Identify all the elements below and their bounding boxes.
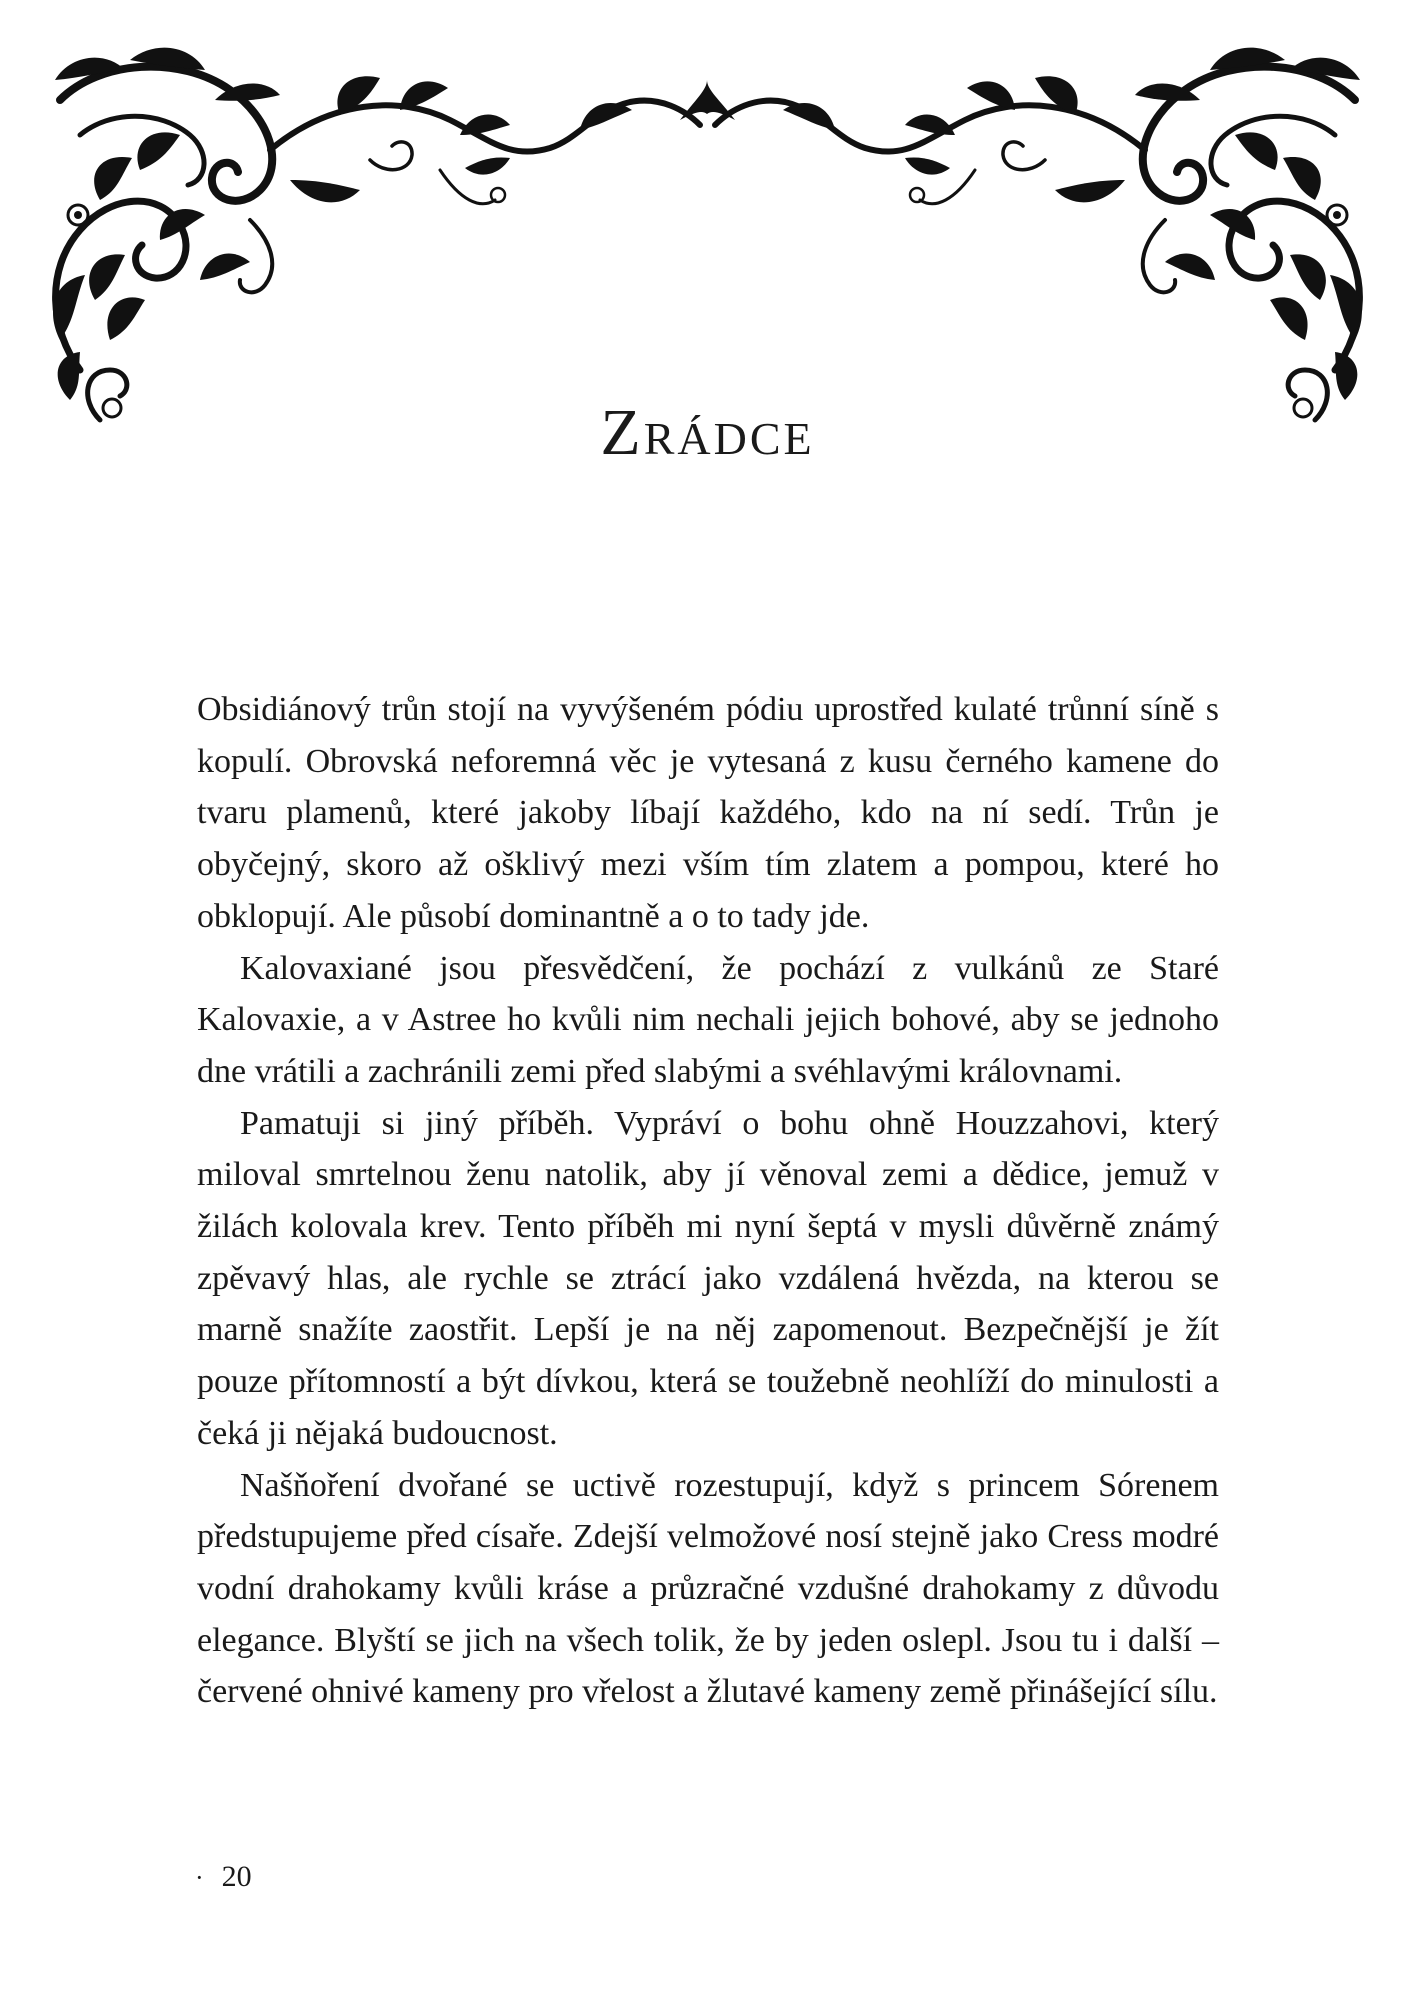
paragraph: Kalovaxiané jsou přesvědčení, že pochází z vulkánů ze Staré Kalovaxie, a v Astree ho kvůli nim nechali jejich bohové, aby se jednoho dne vrátili a zachránili zemi před slabými a svéhlavými královnami. xyxy=(197,949,1219,1090)
paragraph: Našňoření dvořané se uctivě rozestupují, když s princem Sórenem předstupujeme před císaře. Zdejší velmožové nosí stejně jako Cress modré vodní drahokamy kvůli kráse a průzračné vzdušné drahokamy z důvodu elegance. Blyští se jich na všech tolik, že by jeden oslepl. Jsou tu i další – červené ohnivé kameny pro vřelost a žlutavé kameny země přinášející sílu. xyxy=(197,1466,1219,1711)
page-number: 20 xyxy=(221,1860,252,1893)
chapter-body xyxy=(197,684,1219,1718)
decorative-flourish-ornament xyxy=(40,40,1375,450)
page-dot-icon: · xyxy=(195,1863,204,1892)
paragraph: Obsidiánový trůn stojí na vyvýšeném pódiu uprostřed kulaté trůnní síně s kopulí. Obrovská neforemná věc je vytesaná z kusu černého kamene do tvaru plamenů, které jakoby líbají každého, kdo na ní sedí. Trůn je obyčejný, skoro až ošklivý mezi vším tím zlatem a pompou, které ho obklopují. Ale působí dominantně a o to tady jde. xyxy=(197,691,1219,935)
page-footer xyxy=(195,1860,252,1894)
chapter-title: Zrádce xyxy=(600,396,815,469)
paragraph: Pamatuji si jiný příběh. Vypráví o bohu ohně Houzzahovi, který miloval smrtelnou ženu natolik, aby jí věnoval zemi a dědice, jemuž v žilách kolovala krev. Tento příběh mi nyní šeptá v mysli důvěrně známý zpěvavý hlas, ale rychle se ztrácí jako vzdálená hvězda, na kterou se marně snažíte zaostřit. Lepší je na něj zapomenout. Bezpečnější je žít pouze přítomností a být dívkou, která se toužebně neohlíží do minulosti a čeká ji nějaká budoucnost. xyxy=(197,1104,1219,1452)
